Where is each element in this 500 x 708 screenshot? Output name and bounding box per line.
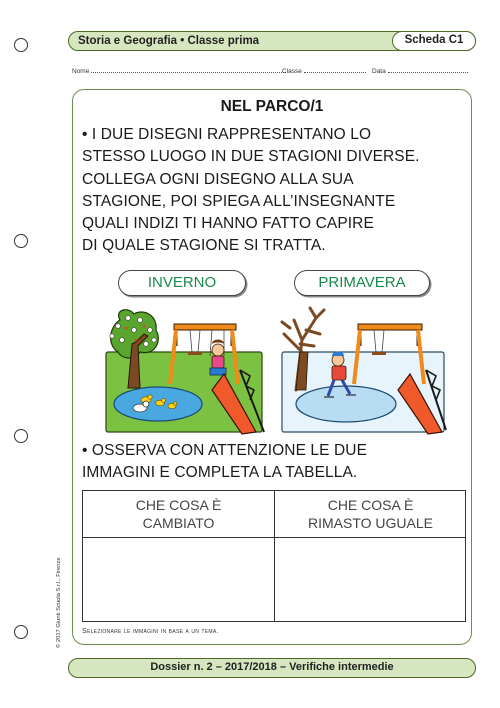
worksheet-title: NEL PARCO/1 xyxy=(220,98,324,115)
date-field-label: Data xyxy=(372,68,386,75)
instruction-1-line: QUALI INDIZI TI HANNO FATTO CAPIRE xyxy=(82,215,374,233)
instruction-2 xyxy=(82,440,472,485)
instruction-1-line: COLLEGA OGNI DISEGNO ALLA SUA xyxy=(82,170,354,188)
instruction-2-line: IMMAGINI E COMPLETA LA TABELLA. xyxy=(82,464,358,482)
instruction-1-line: DI QUALE STAGIONE SI TRATTA. xyxy=(82,237,326,255)
comparison-table xyxy=(82,490,466,622)
table-header-line: RIMASTO UGUALE xyxy=(308,515,433,531)
teacher-note: Selezionare le immagini in base a un tema. xyxy=(82,628,219,635)
header-scheda-badge: Scheda C1 xyxy=(392,31,476,51)
spring-park-illustration[interactable] xyxy=(100,300,268,437)
instruction-1-line: • I DUE DISEGNI RAPPRESENTANO LO xyxy=(82,126,372,143)
table-header-line: CHE COSA È xyxy=(327,497,414,513)
table-header-line: CHE COSA È xyxy=(135,497,222,513)
class-field-label: Classe xyxy=(282,68,302,75)
instruction-1-line: STAGIONE, POI SPIEGA ALL’INSEGNANTE xyxy=(82,192,396,210)
student-info-fields xyxy=(72,66,472,80)
instruction-1 xyxy=(82,124,472,258)
name-field-label: Nome xyxy=(72,68,90,75)
table-cell-same-answer[interactable] xyxy=(276,538,465,621)
winter-park-illustration[interactable] xyxy=(276,300,450,437)
label-primavera[interactable]: PRIMAVERA xyxy=(294,270,430,296)
binder-hole-3 xyxy=(14,429,28,443)
class-field[interactable] xyxy=(282,66,366,75)
label-inverno[interactable]: INVERNO xyxy=(118,270,246,296)
binder-hole-4 xyxy=(14,625,28,639)
date-field[interactable] xyxy=(372,66,468,75)
side-copyright: © 2017 Giunti Scuola S.r.l., Firenze xyxy=(56,557,62,648)
instruction-1-line: STESSO LUOGO IN DUE STAGIONI DIVERSE. xyxy=(82,148,420,166)
binder-hole-1 xyxy=(14,38,28,52)
table-header-changed xyxy=(83,496,274,532)
table-cell-changed-answer[interactable] xyxy=(83,538,273,621)
instruction-2-line: • OSSERVA CON ATTENZIONE LE DUE xyxy=(82,442,368,459)
footer-bar: Dossier n. 2 – 2017/2018 – Verifiche intermedie xyxy=(68,658,476,678)
binder-hole-2 xyxy=(14,234,28,248)
table-header-same xyxy=(275,496,466,532)
header-subject: Storia e Geografia • Classe prima xyxy=(78,35,260,47)
table-header-line: CAMBIATO xyxy=(142,515,215,531)
name-field[interactable] xyxy=(72,66,286,75)
